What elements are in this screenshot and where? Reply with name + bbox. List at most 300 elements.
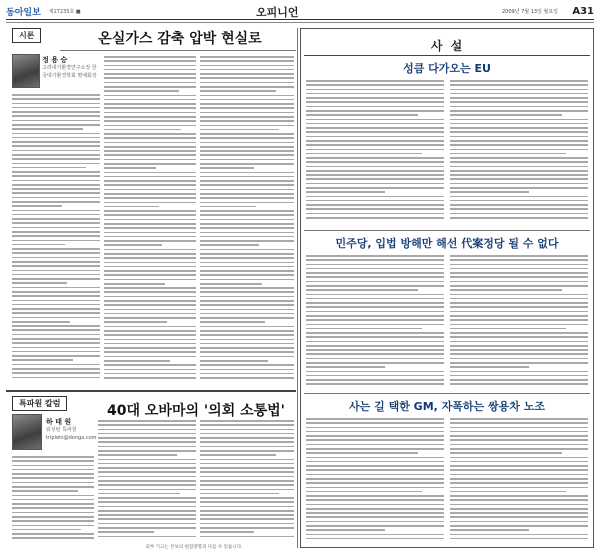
column1-headline-rule [60, 50, 296, 51]
text-line-placeholder [306, 353, 444, 355]
text-line-placeholder [306, 183, 444, 185]
text-line-placeholder [104, 197, 196, 199]
text-line-placeholder [306, 495, 444, 497]
text-line-placeholder [200, 424, 294, 426]
text-line-placeholder [450, 101, 588, 103]
text-line-placeholder [200, 343, 294, 345]
text-line-placeholder [306, 276, 444, 278]
text-line-placeholder [306, 80, 444, 82]
editorial1-body-col1 [306, 80, 444, 226]
text-line-placeholder [306, 418, 444, 420]
text-line-placeholder [200, 279, 294, 281]
text-line-placeholder [12, 244, 65, 246]
text-line-placeholder [200, 514, 294, 516]
text-line-placeholder [306, 127, 444, 129]
text-line-placeholder [12, 338, 100, 340]
text-line-placeholder [200, 125, 294, 127]
text-line-placeholder [98, 523, 196, 525]
section-divider [6, 390, 296, 392]
text-line-placeholder [104, 274, 196, 276]
text-line-placeholder [200, 373, 294, 375]
text-line-placeholder [200, 60, 294, 62]
text-line-placeholder [104, 369, 196, 371]
text-line-placeholder [104, 95, 196, 97]
text-line-placeholder [306, 281, 444, 283]
text-line-placeholder [306, 89, 444, 91]
text-line-placeholder [200, 167, 254, 169]
text-line-placeholder [200, 176, 294, 178]
text-line-placeholder [104, 82, 196, 84]
text-line-placeholder [200, 446, 294, 448]
text-line-placeholder [200, 437, 294, 439]
text-line-placeholder [200, 56, 294, 58]
text-line-placeholder [306, 255, 444, 257]
text-line-placeholder [306, 131, 444, 133]
text-line-placeholder [306, 306, 444, 308]
text-line-placeholder [200, 86, 294, 88]
column2-byline [46, 418, 96, 442]
text-line-placeholder [98, 463, 196, 465]
text-line-placeholder [450, 495, 588, 497]
text-line-placeholder [104, 206, 159, 208]
text-lines [450, 80, 588, 219]
text-lines [450, 255, 588, 385]
text-line-placeholder [200, 454, 276, 456]
text-line-placeholder [12, 175, 100, 177]
text-line-placeholder [450, 431, 588, 433]
text-line-placeholder [306, 272, 444, 274]
page-vertical-divider [297, 28, 298, 548]
text-line-placeholder [306, 474, 444, 476]
text-line-placeholder [200, 433, 294, 435]
text-line-placeholder [306, 302, 444, 304]
text-line-placeholder [12, 248, 100, 250]
text-line-placeholder [104, 159, 196, 161]
text-line-placeholder [450, 289, 562, 291]
text-line-placeholder [12, 278, 100, 280]
text-line-placeholder [306, 178, 444, 180]
text-line-placeholder [12, 334, 100, 336]
column2-headline: 40대 오바마의 '의회 소통법' [107, 403, 285, 419]
text-line-placeholder [200, 150, 294, 152]
text-line-placeholder [104, 253, 196, 255]
text-line-placeholder [306, 289, 418, 291]
text-line-placeholder [12, 282, 67, 284]
text-line-placeholder [200, 82, 294, 84]
text-line-placeholder [12, 342, 100, 344]
text-line-placeholder [450, 106, 588, 108]
column2-author-email: triplets@donga.com [46, 435, 97, 441]
text-line-placeholder [12, 235, 100, 237]
text-line-placeholder [104, 309, 196, 311]
text-line-placeholder [104, 326, 196, 328]
text-line-placeholder [98, 527, 196, 529]
text-line-placeholder [12, 351, 100, 353]
text-line-placeholder [12, 133, 100, 135]
text-line-placeholder [450, 213, 588, 215]
text-line-placeholder [450, 504, 588, 506]
text-line-placeholder [450, 311, 588, 313]
text-line-placeholder [104, 283, 165, 285]
column2-author-name: 하 태 원 [46, 418, 72, 426]
text-line-placeholder [306, 101, 444, 103]
text-line-placeholder [200, 262, 294, 264]
text-line-placeholder [306, 114, 418, 116]
text-line-placeholder [104, 232, 196, 234]
text-line-placeholder [12, 321, 70, 323]
text-line-placeholder [450, 529, 529, 531]
text-line-placeholder [200, 244, 259, 246]
column1-byline [42, 56, 98, 80]
text-line-placeholder [306, 324, 444, 326]
column1-headline: 온실가스 감축 압박 현실로 [98, 31, 262, 47]
text-line-placeholder [12, 124, 100, 126]
text-line-placeholder [12, 197, 100, 199]
text-line-placeholder [450, 461, 588, 463]
text-line-placeholder [306, 119, 444, 121]
text-line-placeholder [200, 95, 294, 97]
column-label-correspondent: 특파원 칼럼 [12, 396, 67, 411]
correspondent-photo [12, 414, 42, 450]
text-line-placeholder [200, 459, 294, 461]
text-line-placeholder [104, 249, 196, 251]
text-line-placeholder [306, 268, 444, 270]
text-line-placeholder [306, 136, 444, 138]
text-line-placeholder [306, 123, 444, 125]
newspaper-logo: 동아일보 [6, 8, 41, 18]
text-line-placeholder [306, 157, 444, 159]
text-line-placeholder [104, 291, 196, 293]
text-line-placeholder [98, 446, 196, 448]
text-line-placeholder [450, 217, 588, 219]
text-line-placeholder [98, 429, 196, 431]
text-line-placeholder [306, 469, 444, 471]
text-line-placeholder [306, 328, 422, 330]
text-line-placeholder [12, 141, 100, 143]
text-line-placeholder [98, 536, 196, 538]
text-line-placeholder [306, 170, 444, 172]
text-lines [306, 255, 444, 385]
text-line-placeholder [450, 383, 588, 385]
text-line-placeholder [12, 94, 100, 96]
text-line-placeholder [104, 154, 196, 156]
text-line-placeholder [12, 261, 100, 263]
text-line-placeholder [104, 193, 196, 195]
text-line-placeholder [450, 482, 588, 484]
text-line-placeholder [12, 287, 100, 289]
text-line-placeholder [200, 133, 294, 135]
text-line-placeholder [450, 84, 588, 86]
text-line-placeholder [12, 525, 94, 527]
text-line-placeholder [12, 304, 100, 306]
text-line-placeholder [450, 281, 588, 283]
text-line-placeholder [200, 480, 294, 482]
editorial3-title: 사는 길 택한 GM, 자폭하는 쌍용차 노조 [349, 400, 545, 413]
text-line-placeholder [104, 167, 156, 169]
text-line-placeholder [104, 107, 196, 109]
text-line-placeholder [306, 191, 385, 193]
text-line-placeholder [104, 210, 196, 212]
text-line-placeholder [200, 129, 279, 131]
text-line-placeholder [306, 332, 444, 334]
text-line-placeholder [12, 188, 100, 190]
text-line-placeholder [200, 484, 294, 486]
text-line-placeholder [200, 65, 294, 67]
text-line-placeholder [450, 508, 588, 510]
text-line-placeholder [306, 448, 444, 450]
text-line-placeholder [450, 149, 588, 151]
text-line-placeholder [450, 136, 588, 138]
text-line-placeholder [12, 308, 100, 310]
text-line-placeholder [98, 450, 196, 452]
text-line-placeholder [450, 512, 588, 514]
text-line-placeholder [200, 120, 294, 122]
text-line-placeholder [12, 171, 100, 173]
text-line-placeholder [200, 223, 294, 225]
text-line-placeholder [306, 487, 444, 489]
text-line-placeholder [12, 128, 83, 130]
text-line-placeholder [450, 521, 588, 523]
text-line-placeholder [98, 476, 196, 478]
text-line-placeholder [306, 153, 422, 155]
text-line-placeholder [200, 463, 294, 465]
text-line-placeholder [12, 120, 100, 122]
text-line-placeholder [450, 259, 588, 261]
text-line-placeholder [104, 112, 196, 114]
text-line-placeholder [200, 103, 294, 105]
text-line-placeholder [200, 476, 294, 478]
text-line-placeholder [306, 149, 444, 151]
text-line-placeholder [104, 202, 196, 204]
text-line-placeholder [200, 159, 294, 161]
text-line-placeholder [306, 435, 444, 437]
text-line-placeholder [450, 336, 588, 338]
text-line-placeholder [306, 478, 444, 480]
text-line-placeholder [98, 510, 196, 512]
text-line-placeholder [12, 201, 100, 203]
text-line-placeholder [12, 274, 100, 276]
text-line-placeholder [306, 538, 444, 540]
text-line-placeholder [104, 73, 196, 75]
text-line-placeholder [12, 460, 94, 462]
text-line-placeholder [104, 125, 196, 127]
text-line-placeholder [450, 362, 588, 364]
text-line-placeholder [200, 471, 294, 473]
text-line-placeholder [450, 328, 566, 330]
text-line-placeholder [306, 110, 444, 112]
text-line-placeholder [450, 302, 588, 304]
text-line-placeholder [104, 300, 196, 302]
text-line-placeholder [450, 332, 588, 334]
text-line-placeholder [306, 358, 444, 360]
text-line-placeholder [450, 144, 588, 146]
text-line-placeholder [98, 471, 196, 473]
text-lines [12, 94, 100, 378]
text-line-placeholder [450, 353, 588, 355]
text-line-placeholder [450, 268, 588, 270]
text-line-placeholder [306, 208, 444, 210]
text-line-placeholder [306, 534, 444, 536]
editorial3-body-col1 [306, 418, 444, 544]
text-line-placeholder [450, 478, 588, 480]
text-line-placeholder [12, 115, 100, 117]
text-line-placeholder [200, 73, 294, 75]
text-line-placeholder [12, 482, 94, 484]
text-line-placeholder [450, 379, 588, 381]
text-line-placeholder [306, 349, 444, 351]
text-line-placeholder [104, 330, 196, 332]
text-line-placeholder [200, 214, 294, 216]
text-line-placeholder [450, 499, 588, 501]
text-line-placeholder [104, 176, 196, 178]
text-line-placeholder [200, 420, 294, 422]
editorial-divider-2 [304, 393, 590, 394]
text-line-placeholder [12, 227, 100, 229]
text-lines [12, 456, 94, 539]
text-line-placeholder [306, 140, 444, 142]
editorial-divider-1 [304, 230, 590, 231]
text-line-placeholder [450, 183, 588, 185]
text-line-placeholder [200, 274, 294, 276]
text-line-placeholder [450, 170, 588, 172]
text-line-placeholder [450, 448, 588, 450]
text-line-placeholder [98, 441, 196, 443]
text-line-placeholder [200, 518, 294, 520]
text-line-placeholder [306, 452, 418, 454]
text-line-placeholder [200, 189, 294, 191]
column1-body-col3 [200, 56, 294, 386]
text-line-placeholder [12, 265, 100, 267]
text-line-placeholder [450, 534, 588, 536]
text-line-placeholder [200, 296, 294, 298]
text-line-placeholder [200, 510, 294, 512]
text-line-placeholder [12, 377, 100, 379]
text-line-placeholder [12, 257, 100, 259]
text-line-placeholder [104, 373, 196, 375]
text-line-placeholder [98, 424, 196, 426]
text-line-placeholder [450, 191, 529, 193]
text-line-placeholder [306, 200, 444, 202]
text-line-placeholder [12, 347, 100, 349]
text-line-placeholder [306, 336, 444, 338]
text-line-placeholder [104, 360, 170, 362]
page-number: A31 [572, 6, 594, 17]
text-line-placeholder [306, 97, 444, 99]
text-line-placeholder [450, 525, 588, 527]
text-line-placeholder [12, 520, 94, 522]
text-line-placeholder [200, 257, 294, 259]
text-line-placeholder [12, 222, 100, 224]
editorial-label-rule [304, 55, 590, 56]
text-line-placeholder [104, 172, 196, 174]
text-line-placeholder [12, 364, 100, 366]
text-line-placeholder [200, 227, 294, 229]
text-line-placeholder [200, 369, 294, 371]
text-line-placeholder [450, 276, 588, 278]
text-line-placeholder [200, 142, 294, 144]
text-line-placeholder [104, 364, 196, 366]
text-line-placeholder [200, 450, 294, 452]
column2-body-col2 [98, 420, 196, 542]
text-line-placeholder [306, 84, 444, 86]
issue-number: 제27235호 ■ [48, 9, 81, 15]
text-line-placeholder [200, 137, 294, 139]
text-line-placeholder [200, 163, 294, 165]
text-line-placeholder [450, 97, 588, 99]
text-line-placeholder [104, 56, 196, 58]
text-lines [306, 418, 444, 539]
text-line-placeholder [450, 178, 588, 180]
text-line-placeholder [200, 266, 294, 268]
text-line-placeholder [12, 231, 100, 233]
text-line-placeholder [200, 536, 294, 538]
text-line-placeholder [306, 161, 444, 163]
text-lines [200, 420, 294, 537]
text-line-placeholder [450, 140, 588, 142]
text-line-placeholder [12, 210, 100, 212]
text-line-placeholder [306, 444, 444, 446]
text-line-placeholder [450, 474, 588, 476]
text-line-placeholder [200, 364, 294, 366]
text-line-placeholder [12, 240, 100, 242]
text-line-placeholder [12, 317, 100, 319]
text-line-placeholder [104, 240, 196, 242]
text-line-placeholder [200, 429, 294, 431]
text-line-placeholder [104, 317, 196, 319]
text-line-placeholder [306, 461, 444, 463]
text-line-placeholder [306, 371, 444, 373]
text-line-placeholder [200, 326, 294, 328]
text-line-placeholder [98, 497, 196, 499]
text-line-placeholder [306, 294, 444, 296]
text-line-placeholder [104, 296, 196, 298]
text-line-placeholder [450, 110, 588, 112]
text-line-placeholder [306, 379, 444, 381]
text-line-placeholder [306, 465, 444, 467]
editorial2-title: 민주당, 입법 방해만 해선 代案정당 될 수 없다 [335, 237, 559, 250]
text-line-placeholder [450, 366, 529, 368]
text-line-placeholder [306, 383, 444, 385]
text-lines [306, 80, 444, 219]
text-line-placeholder [200, 154, 294, 156]
text-line-placeholder [306, 93, 444, 95]
text-line-placeholder [306, 439, 444, 441]
text-line-placeholder [98, 514, 196, 516]
text-line-placeholder [12, 495, 94, 497]
text-line-placeholder [450, 538, 588, 540]
text-line-placeholder [12, 325, 100, 327]
text-line-placeholder [450, 491, 566, 493]
text-line-placeholder [306, 106, 444, 108]
text-line-placeholder [200, 313, 294, 315]
editorial2-body-col2 [450, 255, 588, 391]
text-line-placeholder [200, 501, 294, 503]
text-line-placeholder [12, 329, 100, 331]
text-line-placeholder [12, 154, 100, 156]
text-line-placeholder [306, 427, 444, 429]
text-line-placeholder [12, 516, 94, 518]
text-line-placeholder [450, 444, 588, 446]
text-line-placeholder [450, 272, 588, 274]
text-line-placeholder [450, 255, 588, 257]
text-line-placeholder [450, 324, 588, 326]
text-line-placeholder [12, 512, 94, 514]
header-divider [6, 22, 594, 23]
text-line-placeholder [104, 304, 196, 306]
text-line-placeholder [104, 214, 196, 216]
text-line-placeholder [450, 341, 588, 343]
text-line-placeholder [450, 196, 588, 198]
